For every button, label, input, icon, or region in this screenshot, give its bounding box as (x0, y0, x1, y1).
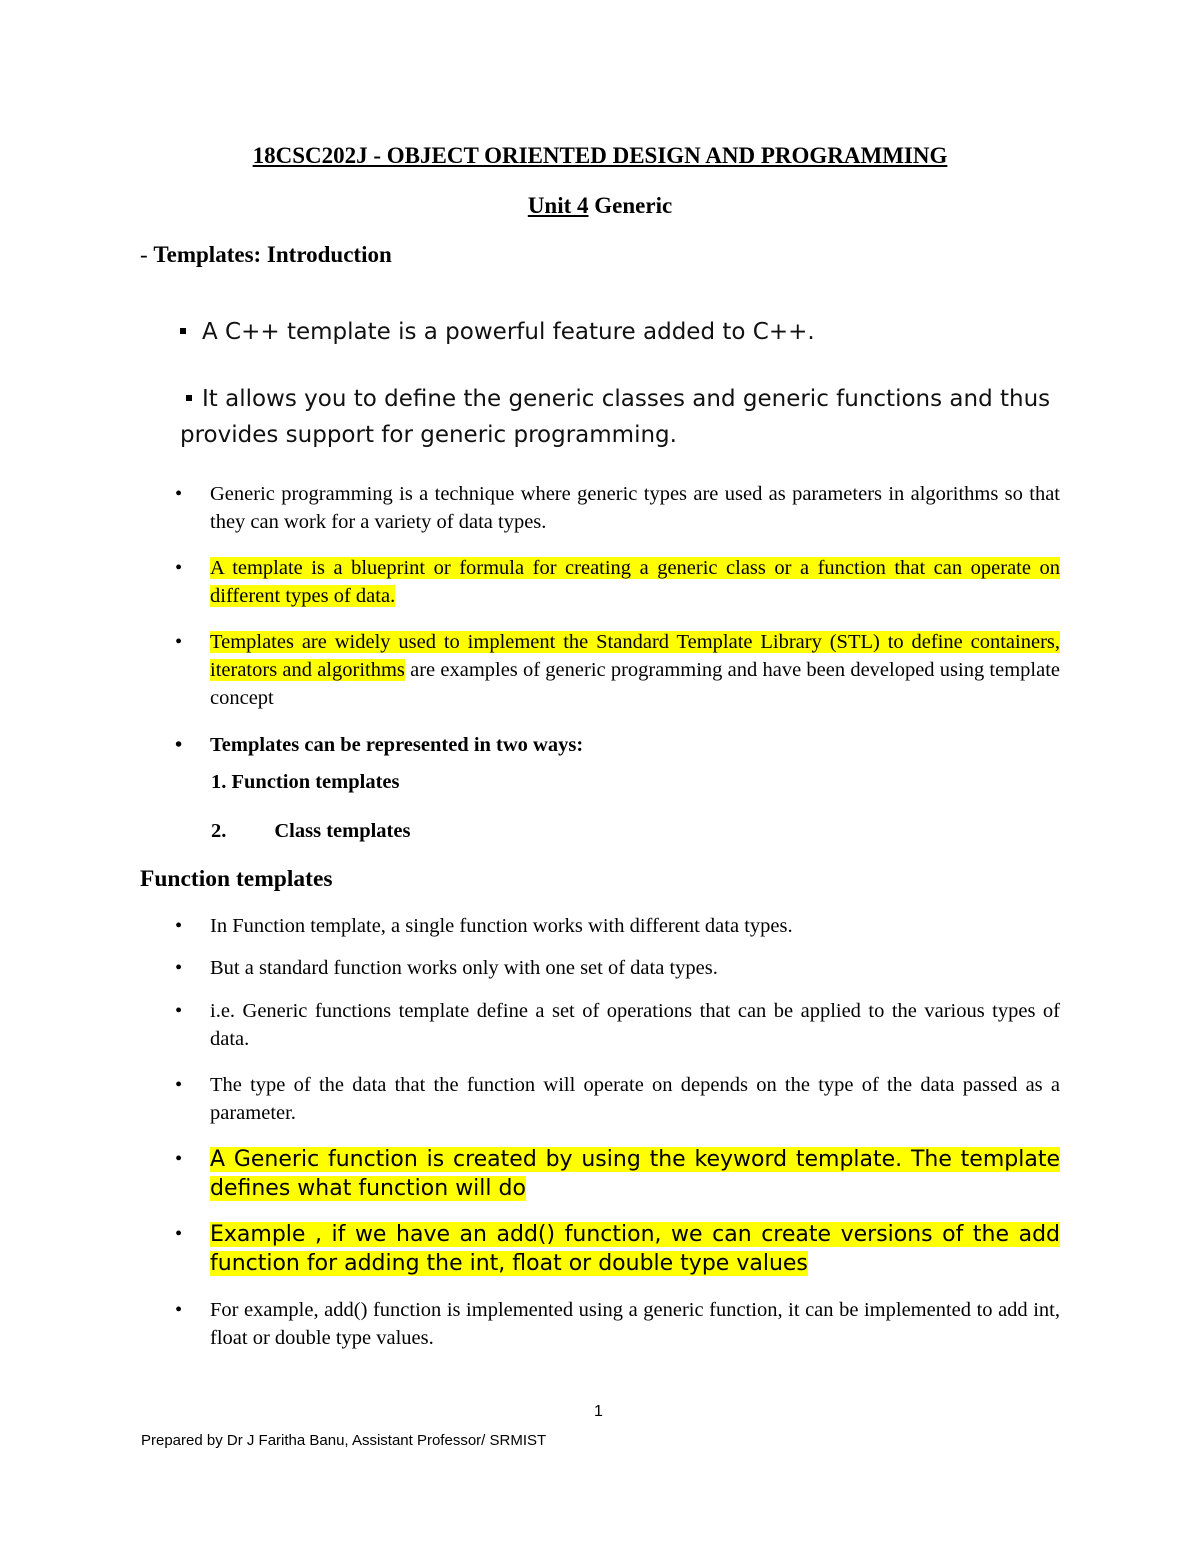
unit-number: Unit 4 (527, 193, 589, 218)
bullet-icon: • (175, 631, 183, 653)
intro-label: Templates: Introduction (153, 242, 392, 267)
bullet-ft-6 (175, 1220, 1060, 1278)
unit-heading (0, 193, 1200, 219)
bullet-text: Generic programming is a technique where generic types are used as parameters in algorithms so that they can work for a variety of data types. (210, 483, 1060, 533)
highlighted-text: A Generic function is created by using the keyword template. The template defines what function will do (210, 1147, 1060, 1201)
bullet-text: Templates can be represented in two ways: (210, 734, 584, 756)
bullet-icon: • (175, 557, 183, 579)
intro-point-1 (180, 314, 1080, 350)
bullet-text: i.e. Generic functions template define a set of operations that can be applied to the various types of data. (210, 1000, 1060, 1050)
bullet-text: In Function template, a single function works with different data types. (210, 915, 793, 937)
section-intro-heading (140, 242, 392, 268)
numbered-item-function-templates: 1. Function templates (211, 771, 400, 793)
bullet-text: But a standard function works only with one set of data types. (210, 957, 718, 979)
bullet-generic-programming (175, 480, 1060, 536)
bullet-icon: • (175, 915, 183, 937)
bullet-icon: • (175, 1148, 183, 1170)
bullet-text (210, 554, 1060, 610)
intro-point-2 (180, 381, 1080, 453)
intro-point-2-text: It allows you to define the generic classes and generic functions and thus (202, 386, 1051, 412)
footer-prepared-by: Prepared by Dr J Faritha Banu, Assistant Professor/ SRMIST (141, 1432, 547, 1449)
bullet-text-rest: are examples of generic programming and have been developed using template concept (210, 659, 1061, 709)
bullet-icon: • (175, 1074, 183, 1096)
bullet-icon: • (175, 957, 183, 979)
bullet-stl (175, 628, 1060, 712)
bullet-representation (175, 731, 1060, 759)
intro-point-1-text: A C++ template is a powerful feature added to C++. (202, 319, 815, 345)
bullet-ft-3 (175, 997, 1060, 1053)
bullet-ft-4 (175, 1071, 1060, 1127)
bullet-text (210, 628, 1060, 712)
intro-point-2-continuation: provides support for generic programming. (180, 422, 677, 448)
bullet-ft-5 (175, 1145, 1060, 1203)
square-bullet-icon (180, 328, 186, 334)
intro-dash: - (140, 242, 154, 267)
bullet-icon: • (175, 1000, 183, 1022)
bullet-ft-2 (175, 954, 1060, 982)
numbered-item-text: Class templates (274, 820, 411, 842)
bullet-ft-7 (175, 1296, 1060, 1352)
bullet-template-blueprint (175, 554, 1060, 610)
function-templates-heading: Function templates (140, 866, 333, 892)
bullet-icon: • (175, 1223, 183, 1245)
numbered-item-class-templates (211, 820, 410, 843)
bullet-icon: • (175, 734, 183, 756)
bullet-text: For example, add() function is implemented using a generic function, it can be implemented to add int, float or double type values. (210, 1299, 1060, 1349)
square-bullet-icon (186, 395, 192, 401)
page-number: 1 (594, 1403, 603, 1420)
bullet-ft-1 (175, 912, 1060, 940)
highlighted-text: Example , if we have an add() function, we can create versions of the add function for adding the int, float or double type values (210, 1222, 1060, 1276)
bullet-text (210, 1145, 1060, 1203)
bullet-icon: • (175, 483, 183, 505)
numbered-item-number: 2. (211, 820, 227, 842)
bullet-text: The type of the data that the function will operate on depends on the type of the data passed as a parameter. (210, 1074, 1060, 1124)
bullet-text (210, 1220, 1060, 1278)
highlighted-text: Templates are widely used to implement the Standard Template Library (STL) to define containers, iterators and algorithms (210, 631, 1060, 681)
bullet-icon: • (175, 1299, 183, 1321)
unit-name: Generic (588, 193, 673, 218)
document-title: 18CSC202J - OBJECT ORIENTED DESIGN AND PROGRAMMING (252, 143, 948, 168)
highlighted-text: A template is a blueprint or formula for creating a generic class or a function that can operate on different types of data. (210, 557, 1060, 607)
